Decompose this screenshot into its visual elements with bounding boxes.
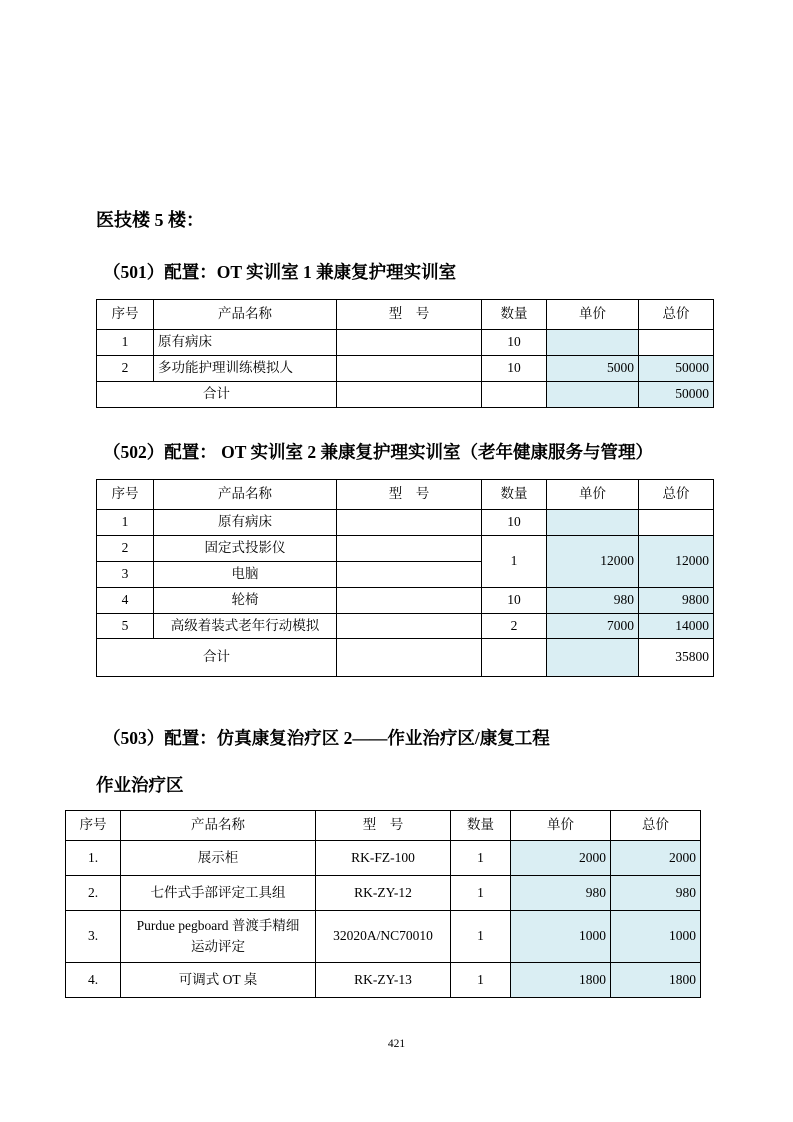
section-501 — [96, 254, 716, 408]
qty-cell: 1 — [482, 535, 547, 587]
serial-cell: 2 — [97, 535, 154, 561]
table-total-row — [97, 639, 714, 677]
column-header-unit-price: 单价 — [547, 479, 639, 509]
model-cell — [337, 535, 482, 561]
table-502 — [96, 479, 714, 678]
column-header-product: 产品名称 — [154, 479, 337, 509]
serial-cell: 5 — [97, 613, 154, 639]
table-row — [97, 330, 714, 356]
model-cell: 32020A/NC70010 — [316, 911, 451, 963]
column-header-product: 产品名称 — [121, 811, 316, 841]
section-501-title: （501）配置：OT 实训室 1 兼康复护理实训室 — [103, 262, 457, 282]
column-header-unit-price: 单价 — [547, 300, 639, 330]
qty-cell: 10 — [482, 355, 547, 381]
total-price-cell: 50000 — [639, 381, 714, 407]
qty-cell: 1 — [451, 841, 511, 876]
table-total-row — [97, 381, 714, 407]
model-cell — [337, 587, 482, 613]
column-header-qty: 数量 — [482, 479, 547, 509]
unit-price-cell: 5000 — [547, 355, 639, 381]
total-label-cell: 合计 — [97, 639, 337, 677]
column-header-serial: 序号 — [97, 300, 154, 330]
serial-cell: 2 — [97, 355, 154, 381]
total-price-cell: 1000 — [611, 911, 701, 963]
table-row — [97, 613, 714, 639]
model-cell — [337, 381, 482, 407]
unit-price-cell: 2000 — [511, 841, 611, 876]
column-header-total-price: 总价 — [639, 479, 714, 509]
product-name-cell: 原有病床 — [154, 330, 337, 356]
column-header-total-price: 总价 — [611, 811, 701, 841]
table-row — [97, 355, 714, 381]
table-row — [66, 876, 701, 911]
column-header-model: 型 号 — [337, 300, 482, 330]
column-header-serial: 序号 — [97, 479, 154, 509]
unit-price-cell — [547, 330, 639, 356]
page-number: 421 — [387, 1038, 406, 1050]
serial-cell: 4. — [66, 963, 121, 998]
serial-cell: 2. — [66, 876, 121, 911]
total-price-cell: 14000 — [639, 613, 714, 639]
column-header-qty: 数量 — [482, 300, 547, 330]
model-cell — [337, 509, 482, 535]
unit-price-cell: 1000 — [511, 911, 611, 963]
total-label-cell: 合计 — [97, 381, 337, 407]
column-header-total-price: 总价 — [639, 300, 714, 330]
total-price-cell: 2000 — [611, 841, 701, 876]
column-header-unit-price: 单价 — [511, 811, 611, 841]
section-503-title: （503）配置：仿真康复治疗区 2——作业治疗区/康复工程 — [103, 728, 550, 749]
product-name-cell: 电脑 — [154, 561, 337, 587]
unit-price-cell: 980 — [511, 876, 611, 911]
serial-cell: 1. — [66, 841, 121, 876]
section-502-title: （502）配置： OT 实训室 2 兼康复护理实训室（老年健康服务与管理） — [103, 441, 653, 462]
table-header-row — [66, 811, 701, 841]
table-row — [97, 509, 714, 535]
serial-cell: 1 — [97, 509, 154, 535]
column-header-model: 型 号 — [316, 811, 451, 841]
unit-price-cell: 12000 — [547, 535, 639, 587]
model-cell — [337, 613, 482, 639]
product-name-cell: 多功能护理训练模拟人 — [154, 355, 337, 381]
product-name-cell: 展示柜 — [121, 841, 316, 876]
page-content — [79, 208, 716, 998]
main-heading: 医技楼 5 楼： — [96, 210, 204, 230]
section-503 — [79, 720, 716, 998]
product-name-cell: 固定式投影仪 — [154, 535, 337, 561]
qty-cell — [482, 639, 547, 677]
section-502 — [96, 434, 716, 678]
product-name-cell: 轮椅 — [154, 587, 337, 613]
model-cell — [337, 561, 482, 587]
product-name-cell: 七件式手部评定工具组 — [121, 876, 316, 911]
model-cell — [337, 639, 482, 677]
serial-cell: 1 — [97, 330, 154, 356]
table-row — [66, 911, 701, 963]
table-row — [66, 963, 701, 998]
total-price-cell: 35800 — [639, 639, 714, 677]
unit-price-cell: 7000 — [547, 613, 639, 639]
qty-cell: 1 — [451, 911, 511, 963]
model-cell: RK-ZY-12 — [316, 876, 451, 911]
model-cell — [337, 330, 482, 356]
serial-cell: 4 — [97, 587, 154, 613]
product-name-cell: 可调式 OT 桌 — [121, 963, 316, 998]
qty-cell: 1 — [451, 876, 511, 911]
column-header-qty: 数量 — [451, 811, 511, 841]
qty-cell: 1 — [451, 963, 511, 998]
total-price-cell: 50000 — [639, 355, 714, 381]
qty-cell: 10 — [482, 587, 547, 613]
total-price-cell: 980 — [611, 876, 701, 911]
unit-price-cell: 1800 — [511, 963, 611, 998]
total-price-cell — [639, 509, 714, 535]
unit-price-cell — [547, 381, 639, 407]
serial-cell: 3 — [97, 561, 154, 587]
unit-price-cell: 980 — [547, 587, 639, 613]
product-name-cell: 原有病床 — [154, 509, 337, 535]
serial-cell: 3. — [66, 911, 121, 963]
model-cell — [337, 355, 482, 381]
table-header-row — [97, 479, 714, 509]
table-row — [97, 587, 714, 613]
table-row — [66, 841, 701, 876]
total-price-cell: 12000 — [639, 535, 714, 587]
table-header-row — [97, 300, 714, 330]
table-501 — [96, 299, 714, 408]
table-503 — [65, 810, 701, 998]
total-price-cell: 9800 — [639, 587, 714, 613]
qty-cell: 2 — [482, 613, 547, 639]
unit-price-cell — [547, 639, 639, 677]
total-price-cell: 1800 — [611, 963, 701, 998]
product-name-cell: 高级着装式老年行动模拟 — [154, 613, 337, 639]
qty-cell: 10 — [482, 330, 547, 356]
unit-price-cell — [547, 509, 639, 535]
section-503-subtitle: 作业治疗区 — [96, 775, 184, 796]
model-cell: RK-FZ-100 — [316, 841, 451, 876]
table-row — [97, 535, 714, 561]
model-cell: RK-ZY-13 — [316, 963, 451, 998]
column-header-model: 型 号 — [337, 479, 482, 509]
total-price-cell — [639, 330, 714, 356]
qty-cell: 10 — [482, 509, 547, 535]
column-header-serial: 序号 — [66, 811, 121, 841]
qty-cell — [482, 381, 547, 407]
product-name-cell: Purdue pegboard 普渡手精细运动评定 — [121, 911, 316, 963]
column-header-product: 产品名称 — [154, 300, 337, 330]
